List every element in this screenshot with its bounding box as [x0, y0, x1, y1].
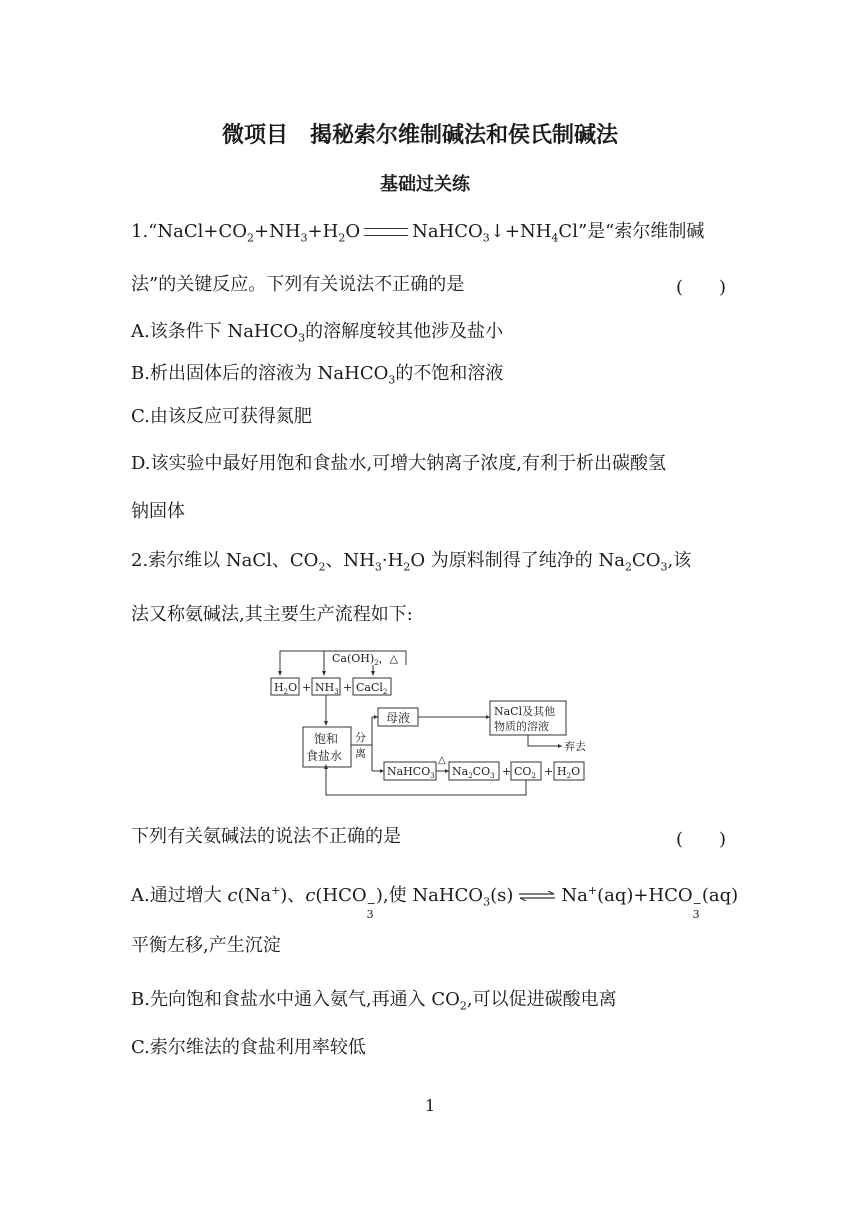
- label-separation-1: 分: [355, 731, 366, 744]
- q1-stem-line1: $1.“NaCl+CO_2+NH_3+H_2O$ $NaHCO_3↓+NH_4Cl$”是“索尔维制碱: [131, 221, 705, 245]
- discard-arrow: [528, 735, 562, 746]
- label-na2co3: $Na_2CO_3$: [452, 765, 495, 780]
- recycle-line-left: [280, 651, 324, 673]
- arrowhead-mother: [374, 715, 378, 719]
- label-nacl-solution-2: 物质的溶液: [494, 720, 549, 733]
- label-h2o-bottom: $H_2O$: [557, 765, 581, 780]
- q2-question: 下列有关氨碱法的说法不正确的是: [131, 826, 401, 847]
- label-nh3: $NH_3$: [315, 681, 339, 696]
- label-co2: $CO_2$: [514, 765, 536, 780]
- q2-option-b: B.先向饱和食盐水中通入氨气,再通入 $CO_2$,可以促进碳酸电离: [131, 989, 617, 1013]
- q1-option-d-line1: D.该实验中最好用饱和食盐水,可增大钠离子浓度,有利于析出碳酸氢: [131, 453, 666, 474]
- label-brine-1: 饱和: [314, 732, 339, 746]
- arrowhead-nahco3: [380, 769, 384, 773]
- plus-1: +: [302, 681, 312, 694]
- plus-2: +: [343, 681, 353, 694]
- q1-option-a: A.该条件下 NaHCO$_3$的溶解度较其他涉及盐小: [131, 321, 504, 345]
- section-heading: 基础过关练: [380, 174, 470, 195]
- q2-answer-bracket: ( ): [676, 829, 727, 850]
- process-flow-diagram: [266, 645, 596, 800]
- q1-stem-line2: 法”的关键反应。下列有关说法不正确的是: [131, 274, 465, 295]
- q2-option-a-line1: A.通过增大 c(Na+)、c(HCO − 3 ),使 NaHCO$_3$(s) Na+(aq)+HCO − 3 (aq): [131, 884, 739, 921]
- arrowhead-nh3: [322, 671, 326, 676]
- arrowhead-caoh2: [371, 671, 375, 676]
- arrowhead-discard: [558, 744, 562, 748]
- label-caoh2: $Ca(OH)_2$，△: [332, 652, 399, 667]
- equilibrium-arrow-icon: [517, 891, 557, 901]
- plus-3: +: [502, 765, 512, 778]
- label-h2o: $H_2O$: [274, 681, 298, 696]
- label-separation-2: 离: [355, 747, 366, 760]
- q2-option-c: C.索尔维法的食盐利用率较低: [131, 1037, 366, 1058]
- arrowhead-na2co3: [445, 769, 449, 773]
- arrowhead-solution: [486, 715, 490, 719]
- arrowhead-brine: [324, 721, 328, 726]
- label-brine-2: 食盐水: [306, 749, 343, 763]
- q1-option-b: B.析出固体后的溶液为 NaHCO$_3$的不饱和溶液: [131, 363, 504, 387]
- q2-option-a-line2: 平衡左移,产生沉淀: [131, 935, 281, 956]
- q1-option-d-line2: 钠固体: [131, 501, 185, 522]
- q1-answer-bracket: ( ): [676, 277, 727, 298]
- q2-stem-line1: 2.索尔维以 NaCl、$CO_2$、$NH_3\cdot H_2O$ 为原料制得了纯净的 $Na_2CO_3$,该: [131, 550, 692, 574]
- arrowhead-h2o: [278, 671, 282, 676]
- equals-sign: [364, 228, 408, 236]
- label-mother-liquor: 母液: [386, 711, 411, 725]
- page-number: 1: [425, 1096, 436, 1115]
- label-nacl-solution-1: NaCl及其他: [494, 705, 556, 718]
- label-heat: △: [438, 755, 446, 766]
- hco3-charge-2: − 3: [692, 897, 702, 921]
- q1-option-c: C.由该反应可获得氮肥: [131, 406, 312, 427]
- label-cacl2: CaCl$_2$: [356, 681, 388, 696]
- hco3-charge: − 3: [366, 897, 376, 921]
- plus-4: +: [544, 765, 554, 778]
- label-discard: 弃去: [564, 740, 586, 753]
- q2-stem-line2: 法又称氨碱法,其主要生产流程如下:: [131, 604, 413, 625]
- label-nahco3: NaHCO$_3$: [387, 765, 435, 780]
- page-title: 微项目 揭秘索尔维制碱法和侯氏制碱法: [222, 123, 619, 148]
